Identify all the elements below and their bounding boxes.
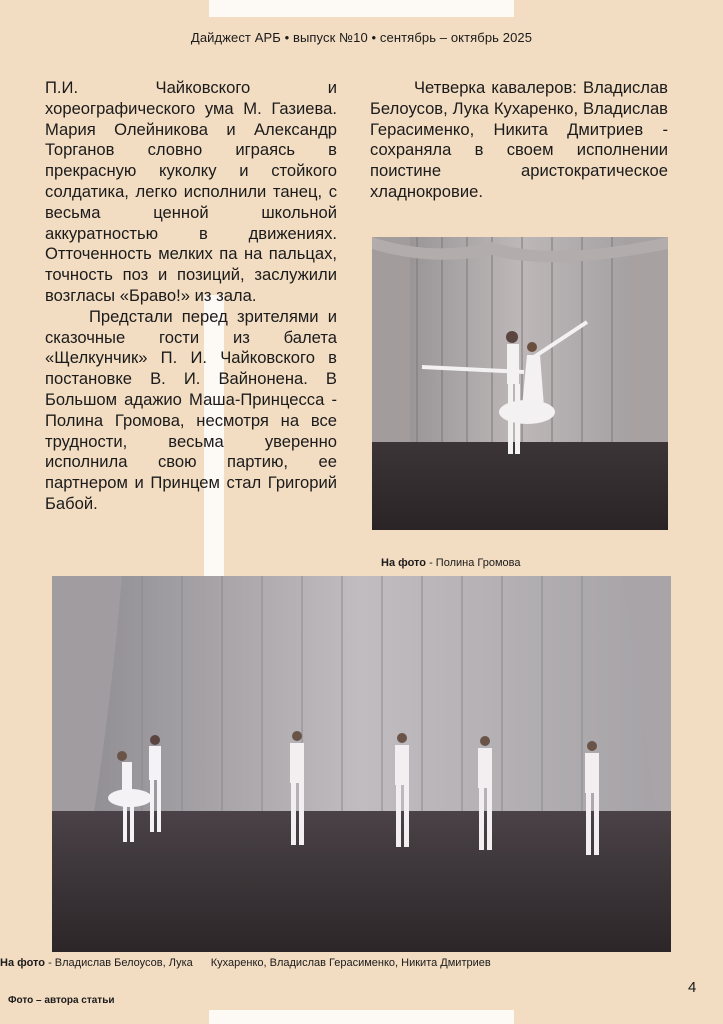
header-digest: Дайджест АРБ	[190, 30, 281, 45]
caption-photo-1	[381, 557, 520, 569]
header-separator: •	[371, 30, 377, 45]
header-period: сентябрь – октябрь 2025	[379, 30, 533, 45]
page-number: 4	[688, 979, 697, 996]
left-text-column	[45, 78, 337, 515]
left-paragraph-1: П.И. Чайковского и хореографического ума М. Газиева. Мария Олейникова и Александр Торганов словно играясь в прекрасную куколку и стойкого солдатика, легко исполнили танец, с весьма ценной школьной аккуратностью в движениях. Отточенность мелких па на пальцах, точность поз и позиций, заслужили возгласы «Браво!» из зала.	[45, 78, 337, 305]
bottom-white-band	[209, 1010, 514, 1024]
caption-photo-2	[0, 957, 491, 969]
caption-photo-2-text-a: - Владислав Белоусов, Лука	[45, 957, 193, 969]
top-white-band	[209, 0, 514, 17]
right-text-column	[370, 78, 668, 203]
photo-pas-de-deux	[372, 237, 668, 530]
caption-photo-1-text: - Полина Громова	[426, 557, 521, 569]
page-header	[0, 30, 723, 45]
left-paragraph-2: Предстали перед зрителями и сказочные гости из балета «Щелкунчик» П. И. Чайковского в постановке В. И. Вайнонена. В Большом адажио Маша-Принцесса - Полина Громова, несмотря на все трудности, весьма уверенно исполнила свою партию, ее партнером и Принцем стал Григорий Бабой.	[45, 306, 337, 513]
caption-photo-1-prefix: На фото	[381, 557, 427, 569]
right-paragraph-1: Четверка кавалеров: Владислав Белоусов, Лука Кухаренко, Владислав Герасименко, Никита Дмитриев - сохраняла в своем исполнении поистине аристократическое хладнокровие.	[370, 78, 668, 201]
photo-credit: Фото – автора статьи	[8, 995, 115, 1006]
caption-photo-2-text-b: Кухаренко, Владислав Герасименко, Никита Дмитриев	[210, 957, 491, 969]
caption-photo-2-prefix: На фото	[0, 957, 46, 969]
header-separator: •	[284, 30, 290, 45]
photo-four-cavaliers	[52, 576, 671, 952]
header-issue: выпуск №10	[292, 30, 368, 45]
